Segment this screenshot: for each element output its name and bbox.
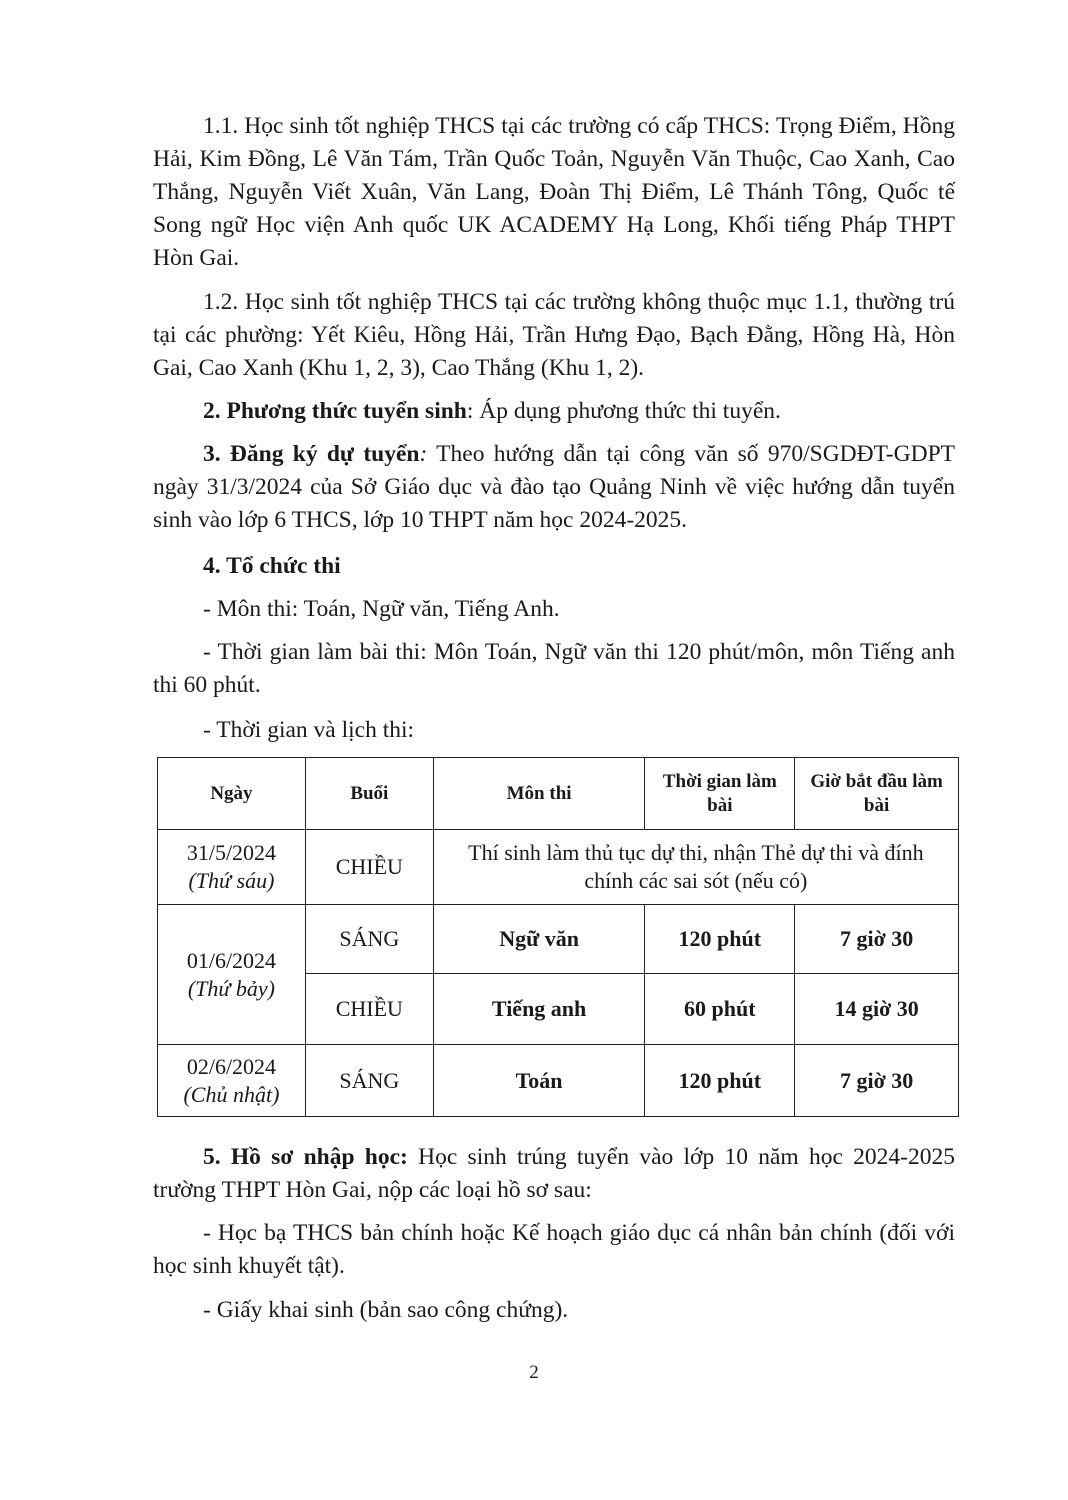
subject-cell: Tiếng anh: [433, 974, 645, 1045]
table-header-row: [158, 758, 959, 830]
subject-cell: Toán: [433, 1045, 645, 1117]
section-5: [153, 1141, 955, 1207]
duration-cell: 60 phút: [645, 974, 795, 1045]
header-start-time: Giờ bắt đầu làm bài: [795, 758, 959, 830]
subject-cell: Ngữ văn: [433, 905, 645, 974]
section-4-heading: 4. Tổ chức thi: [203, 553, 341, 579]
start-time-cell: 7 giờ 30: [795, 1045, 959, 1117]
start-time-cell: 7 giờ 30: [795, 905, 959, 974]
section-3: [153, 438, 955, 537]
enrollment-item-2: - Giấy khai sinh (bản sao công chứng).: [203, 1297, 569, 1323]
page-number: 2: [529, 1362, 539, 1383]
section-2-heading: 2. Phương thức tuyển sinh: [203, 398, 467, 424]
exam-duration: - Thời gian làm bài thi: Môn Toán, Ngữ văn thi 120 phút/môn, môn Tiếng anh thi 60 phút.: [153, 639, 955, 698]
date-cell: 31/5/2024 (Thứ sáu): [158, 830, 306, 905]
exam-schedule-table: [157, 757, 959, 1117]
start-time-cell: 14 giờ 30: [795, 974, 959, 1045]
date-cell: 02/6/2024 (Chủ nhật): [158, 1045, 306, 1117]
section-3-heading: 3. Đăng ký dự tuyển: [203, 441, 420, 467]
session-cell: CHIỀU: [305, 974, 433, 1045]
exam-subjects: - Môn thi: Toán, Ngữ văn, Tiếng Anh.: [203, 596, 560, 622]
schedule-intro: - Thời gian và lịch thi:: [203, 717, 415, 743]
section-3-colon: :: [419, 441, 428, 467]
paragraph-1-1: 1.1. Học sinh tốt nghiệp THCS tại các trường có cấp THCS: Trọng Điểm, Hồng Hải, Kim Đồng, Lê Văn Tám, Trần Quốc Toản, Nguyễn Văn Thuộc, Cao Xanh, Cao Thắng, Nguyễn Viết Xuân, Văn Lang, Đoàn Thị Điểm, Lê Thánh Tông, Quốc tế Song ngữ Học viện Anh quốc UK ACADEMY Hạ Long, Khối tiếng Pháp THPT Hòn Gai.: [153, 113, 955, 271]
section-2: [153, 395, 955, 428]
session-cell: SÁNG: [305, 905, 433, 974]
section-3-text: Theo hướng dẫn tại công văn số 970/SGDĐT-GDPT ngày 31/3/2024 của Sở Giáo dục và đào tạo Quảng Ninh về việc hướng dẫn tuyển sinh vào lớp 6 THCS, lớp 10 THPT năm học 2024-2025.: [153, 441, 955, 533]
section-5-text: Học sinh trúng tuyển vào lớp 10 năm học 2024-2025 trường THPT Hòn Gai, nộp các loại hồ sơ sau:: [153, 1144, 955, 1203]
session-cell: CHIỀU: [305, 830, 433, 905]
enrollment-item-1: - Học bạ THCS bản chính hoặc Kế hoạch giáo dục cá nhân bản chính (đối với học sinh khuyết tật).: [153, 1220, 955, 1279]
date-cell: 01/6/2024 (Thứ bảy): [158, 905, 306, 1045]
paragraph-1-2: 1.2. Học sinh tốt nghiệp THCS tại các trường không thuộc mục 1.1, thường trú tại các phường: Yết Kiêu, Hồng Hải, Trần Hưng Đạo, Bạch Đằng, Hồng Hà, Hòn Gai, Cao Xanh (Khu 1, 2, 3), Cao Thắng (Khu 1, 2).: [153, 289, 955, 381]
section-5-heading: 5. Hồ sơ nhập học:: [203, 1144, 408, 1170]
session-cell: SÁNG: [305, 1045, 433, 1117]
table-row: [158, 830, 959, 905]
section-2-text: : Áp dụng phương thức thi tuyển.: [466, 398, 781, 424]
header-duration: Thời gian làm bài: [645, 758, 795, 830]
header-session: Buổi: [305, 758, 433, 830]
header-date: Ngày: [158, 758, 306, 830]
duration-cell: 120 phút: [645, 1045, 795, 1117]
registration-note-cell: Thí sinh làm thủ tục dự thi, nhận Thẻ dự thi và đính chính các sai sót (nếu có): [433, 830, 958, 905]
header-subject: Môn thi: [433, 758, 645, 830]
duration-cell: 120 phút: [645, 905, 795, 974]
table-row: [158, 905, 959, 974]
table-row: [158, 1045, 959, 1117]
